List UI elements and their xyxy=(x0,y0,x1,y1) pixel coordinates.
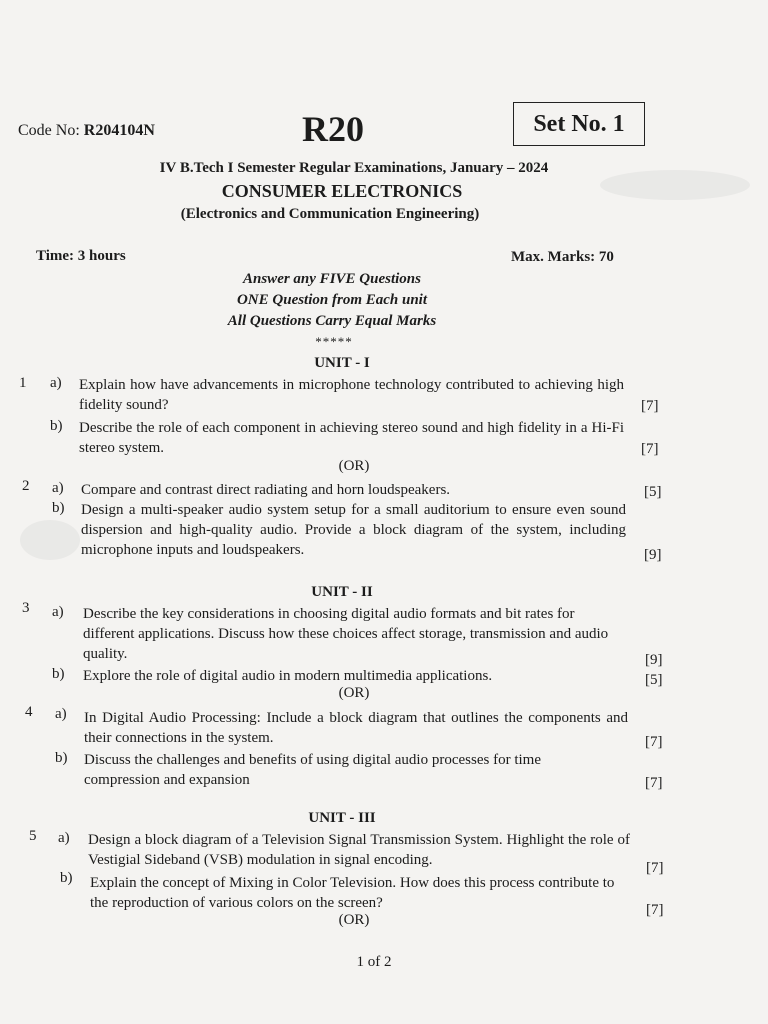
question-marks: [9] xyxy=(645,652,663,668)
question-marks: [7] xyxy=(645,734,663,750)
regulation: R20 xyxy=(302,109,364,149)
question-text: Describe the key considerations in choosing digital audio formats and bit rates for different applications. Discuss how these choices affect storage, transmission and audio quality. xyxy=(83,606,609,662)
part-label: a) xyxy=(55,706,67,722)
code-number xyxy=(18,122,155,140)
question-number: 3 xyxy=(22,600,30,616)
time-duration: Time: 3 hours xyxy=(36,248,126,264)
part-label: b) xyxy=(52,666,65,682)
part-label: a) xyxy=(50,375,62,391)
code-label: Code No: xyxy=(18,122,80,139)
question-text: Explain the concept of Mixing in Color Television. How does this process contribute to the reproduction of various colors on the screen? xyxy=(90,875,615,911)
stars-separator: ***** xyxy=(315,334,353,349)
question-number: 5 xyxy=(29,828,37,844)
scan-smudge xyxy=(20,520,80,560)
or-separator: (OR) xyxy=(338,685,370,701)
set-number: Set No. 1 xyxy=(533,110,625,137)
part-label: b) xyxy=(60,870,73,886)
question-marks: [7] xyxy=(646,860,664,876)
page-number: 1 of 2 xyxy=(356,954,392,970)
question-marks: [7] xyxy=(645,775,663,791)
part-label: a) xyxy=(52,604,64,620)
question-text: Describe the role of each component in achieving stereo sound and high fidelity in a Hi-Fi stereo system. xyxy=(79,420,624,456)
exam-title: IV B.Tech I Semester Regular Examinations, January – 2024 xyxy=(159,160,549,176)
part-label: a) xyxy=(58,830,70,846)
part-label: b) xyxy=(50,418,63,434)
unit-heading: UNIT - III xyxy=(308,810,376,826)
question-marks: [9] xyxy=(644,547,662,563)
part-label: b) xyxy=(52,500,65,516)
question-marks: [7] xyxy=(641,441,659,457)
max-marks: Max. Marks: 70 xyxy=(511,249,614,265)
question-text: Compare and contrast direct radiating and horn loudspeakers. xyxy=(81,482,451,498)
question-text: Design a multi-speaker audio system setup for a small auditorium to ensure even sound dispersion and high-quality audio. Provide a block diagram of the system, including microphone inputs and loudspeakers. xyxy=(81,502,626,558)
code-value: R204104N xyxy=(83,122,155,139)
question-marks: [5] xyxy=(644,484,662,500)
question-number: 1 xyxy=(19,375,27,391)
question-number: 2 xyxy=(22,478,30,494)
question-text: Design a block diagram of a Television Signal Transmission System. Highlight the role of Vestigial Sideband (VSB) modulation in signal encoding. xyxy=(88,832,630,868)
or-separator: (OR) xyxy=(338,458,370,474)
question-text: Explore the role of digital audio in modern multimedia applications. xyxy=(83,668,493,684)
instruction-line: ONE Question from Each unit xyxy=(236,292,428,308)
question-marks: [7] xyxy=(641,398,659,414)
question-text: Discuss the challenges and benefits of using digital audio processes for time compression and expansion xyxy=(84,752,541,788)
unit-heading: UNIT - II xyxy=(311,584,373,600)
or-separator: (OR) xyxy=(338,912,370,928)
question-marks: [5] xyxy=(645,672,663,688)
unit-heading: UNIT - I xyxy=(314,355,370,371)
part-label: b) xyxy=(55,750,68,766)
branch-title: (Electronics and Communication Engineering) xyxy=(180,206,480,222)
set-number-box xyxy=(513,102,645,146)
question-number: 4 xyxy=(25,704,33,720)
subject-title: CONSUMER ELECTRONICS xyxy=(221,181,463,201)
part-label: a) xyxy=(52,480,64,496)
instruction-line: All Questions Carry Equal Marks xyxy=(227,313,437,329)
instruction-line: Answer any FIVE Questions xyxy=(243,271,421,287)
question-marks: [7] xyxy=(646,902,664,918)
question-text: Explain how have advancements in microphone technology contributed to achieving high fidelity sound? xyxy=(79,377,624,413)
question-text: In Digital Audio Processing: Include a block diagram that outlines the components and their connections in the system. xyxy=(84,710,628,746)
